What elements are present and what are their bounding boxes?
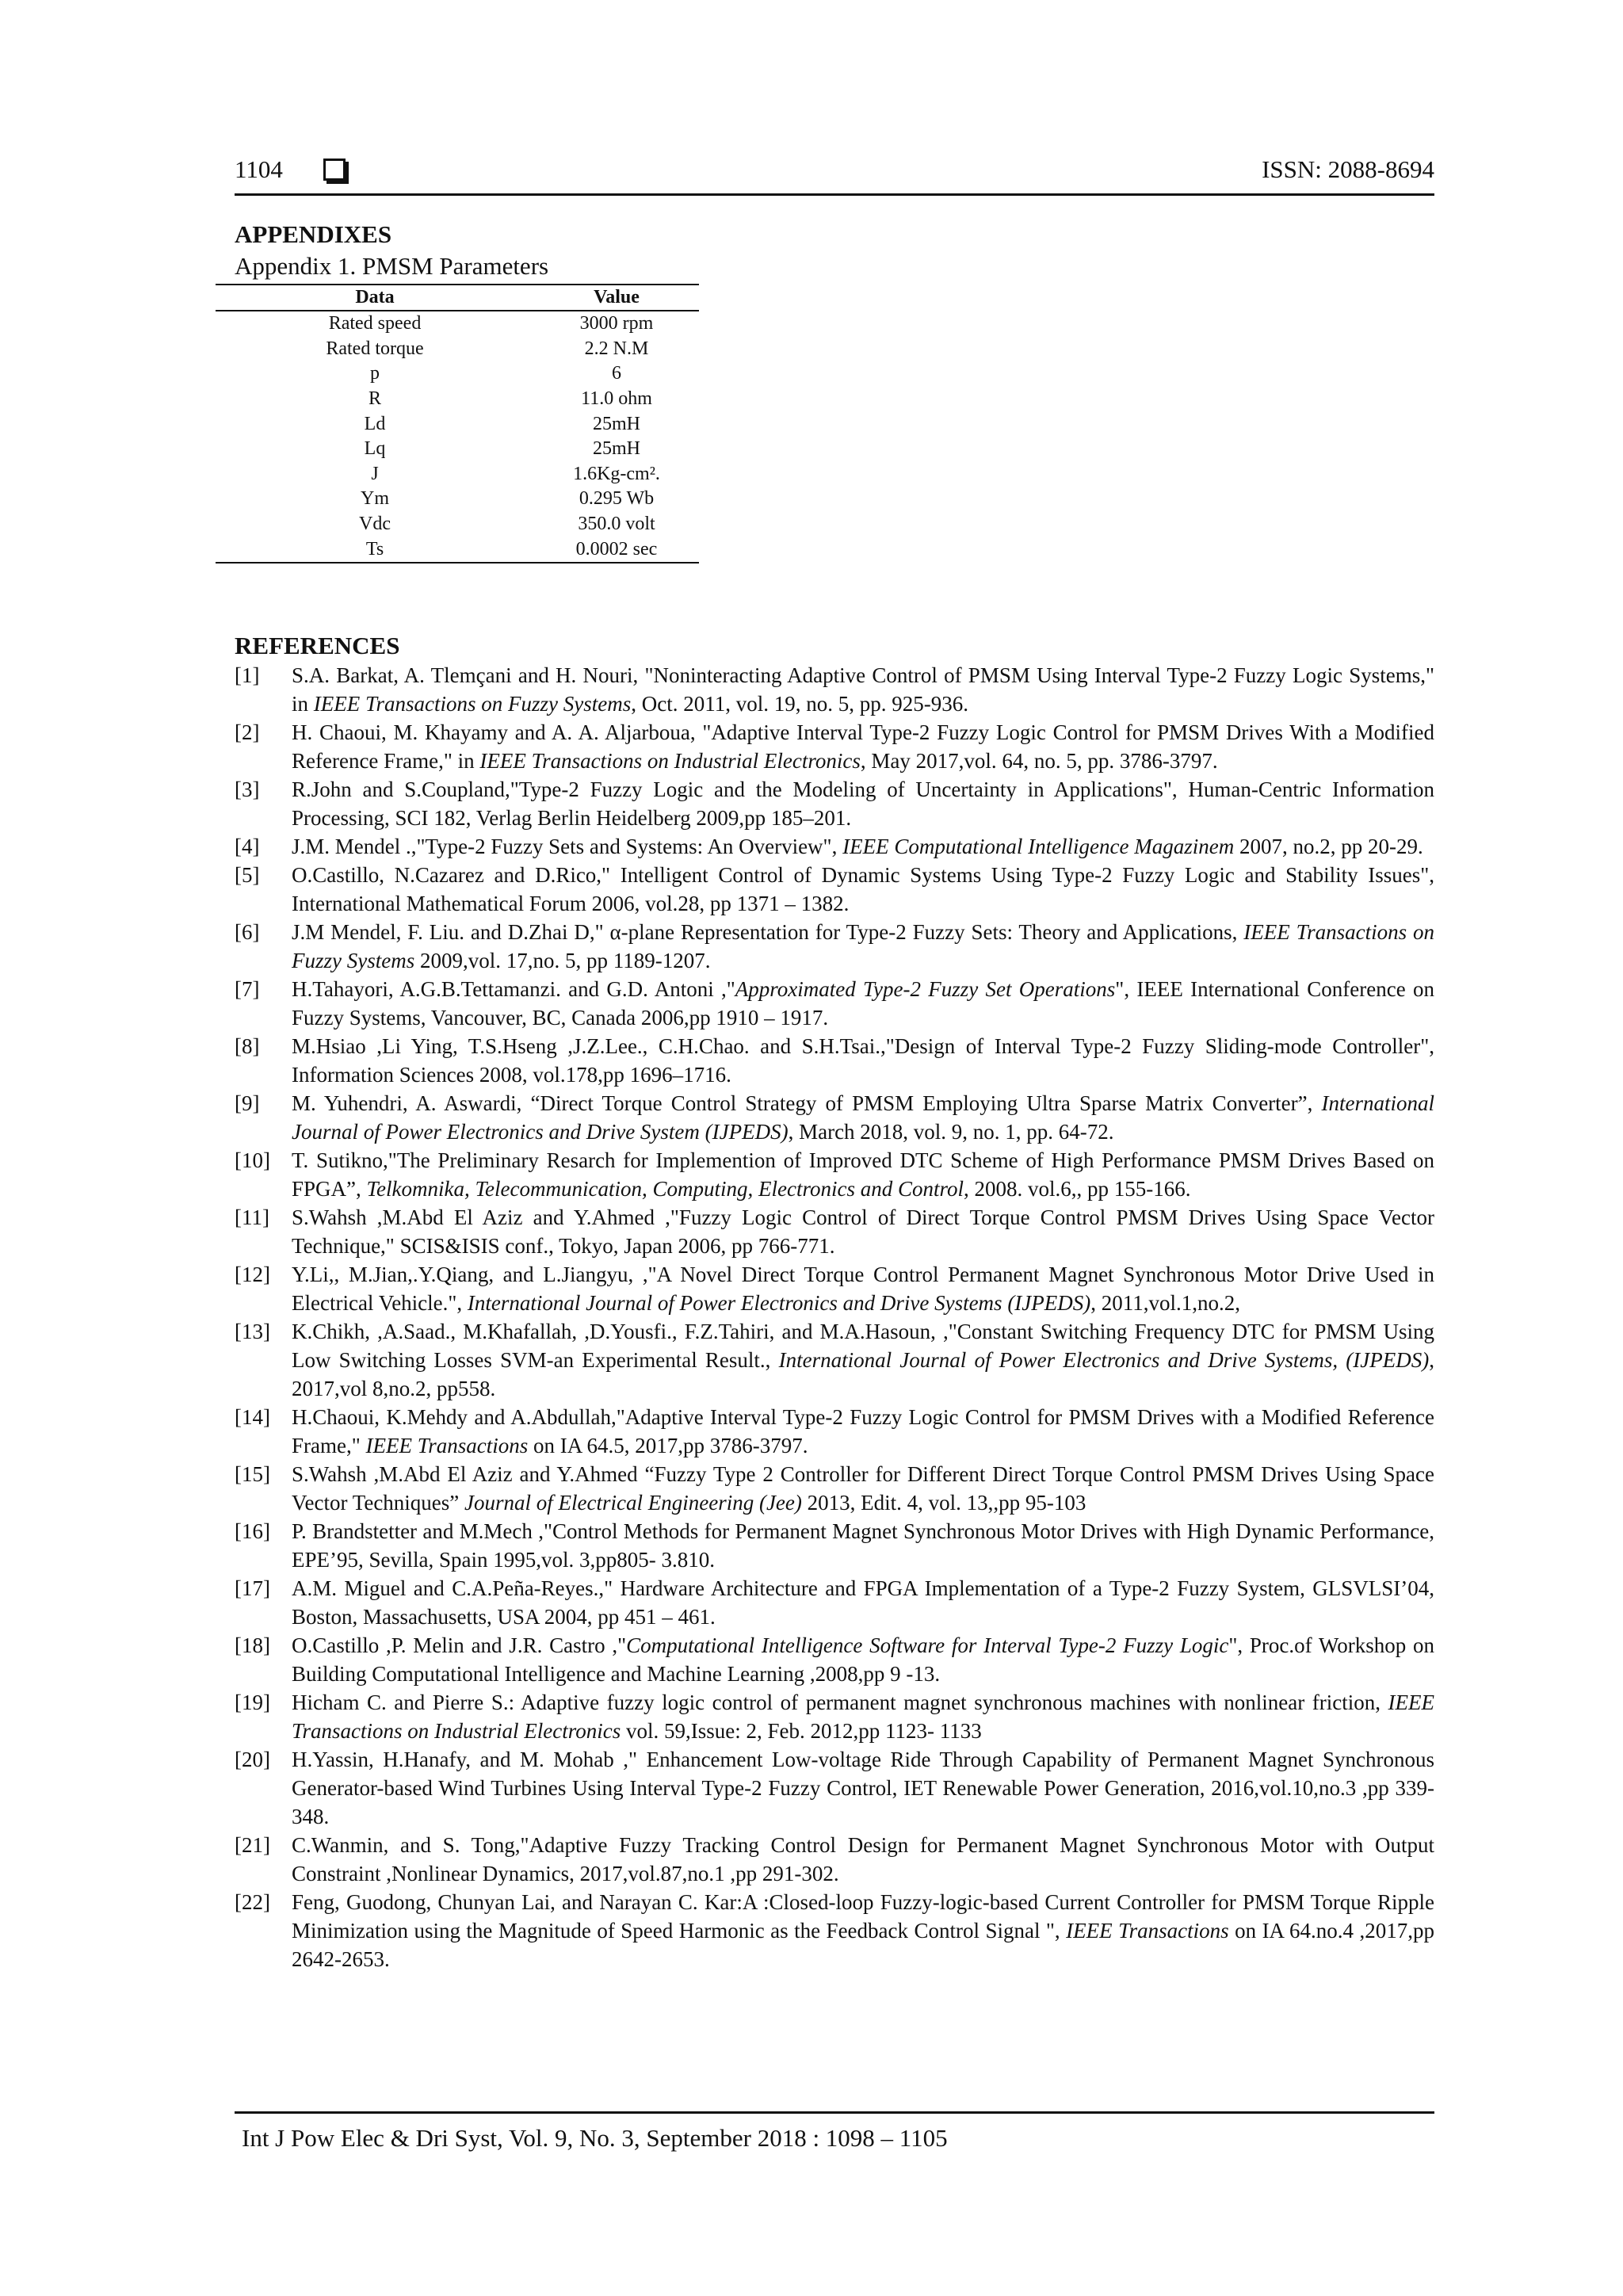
reference-item [235, 1517, 1434, 1574]
reference-item [235, 1745, 1434, 1831]
reference-number: [22] [235, 1890, 270, 1914]
reference-source-italic: IEEE Computational Intelligence Magazinem [842, 835, 1235, 858]
param-name: Rated speed [328, 313, 422, 334]
reference-text-part: T. Sutikno,"The Preliminary Resarch for Implemention of Improved DTC Scheme of High Performance PMSM Drives Based on FPGA”, [292, 1148, 1434, 1201]
reference-source-italic: Approximated Type-2 Fuzzy Set Operations [735, 977, 1116, 1001]
reference-text-part: , Oct. 2011, vol. 19, no. 5, pp. 925-936. [631, 692, 968, 716]
table-row [216, 537, 699, 563]
reference-item [235, 1688, 1434, 1745]
reference-text [292, 1403, 1434, 1460]
reference-number: [7] [235, 977, 260, 1001]
reference-item [235, 918, 1434, 975]
reference-item [235, 1831, 1434, 1888]
reference-item [235, 1631, 1434, 1688]
reference-text-part: vol. 59,Issue: 2, Feb. 2012,pp 1123- 1133 [621, 1719, 982, 1743]
header-rule [235, 193, 1434, 196]
reference-text-part: P. Brandstetter and M.Mech ,"Control Methods for Permanent Magnet Synchronous Motor Drives with High Dynamic Performance, EPE’95, Sevilla, Spain 1995,vol. 3,pp805- 3.810. [292, 1519, 1434, 1572]
table-header-row [216, 285, 699, 311]
table-row [216, 462, 699, 487]
reference-source-italic: International Journal of Power Electronics and Drive System (IJPEDS) [292, 1091, 1434, 1144]
reference-text [292, 775, 1434, 832]
page-number: 1104 [235, 155, 283, 183]
reference-text-part: on IA 64.no.4 ,2017,pp 2642-2653. [292, 1919, 1435, 1971]
reference-text-part: S.A. Barkat, A. Tlemçani and H. Nouri, "Noninteracting Adaptive Control of PMSM Using Interval Type-2 Fuzzy Logic Systems," in [292, 663, 1434, 716]
reference-number: [8] [235, 1034, 260, 1058]
reference-text-part: Hicham C. and Pierre S.: Adaptive fuzzy logic control of permanent magnet synchronous machines with nonlinear friction, [292, 1690, 1388, 1714]
reference-text [292, 1317, 1434, 1403]
reference-number: [15] [235, 1462, 270, 1486]
reference-number: [5] [235, 863, 260, 887]
reference-text-part: , 2011,vol.1,no.2, [1090, 1291, 1241, 1315]
param-value: 25mH [593, 413, 640, 434]
param-name: Ts [216, 537, 534, 563]
reference-source-italic: International Journal of Power Electronics and Drive Systems, (IJPEDS) [778, 1348, 1430, 1372]
reference-text [292, 1146, 1434, 1203]
param-name: Rated torque [326, 338, 424, 359]
reference-text-part: H. Chaoui, M. Khayamy and A. A. Aljarboua, "Adaptive Interval Type-2 Fuzzy Logic Control for PMSM Drives With a Modified Reference Frame," in [292, 720, 1434, 773]
reference-text-part: J.M Mendel, F. Liu. and D.Zhai D," α-plane Representation for Type-2 Fuzzy Sets: Theory and Applications, [292, 920, 1244, 944]
reference-source-italic: IEEE Transactions on Industrial Electronics [292, 1690, 1434, 1743]
reference-text-part: Y.Li,, M.Jian,.Y.Qiang, and L.Jiangyu, ,"A Novel Direct Torque Control Permanent Magnet Synchronous Motor Drive Used in Electrical Vehicle.", [292, 1263, 1434, 1315]
reference-text-part: S.Wahsh ,M.Abd El Aziz and Y.Ahmed ,"Fuzzy Logic Control of Direct Torque Control PMSM Drives Using Space Vector Technique," SCIS&ISIS conf., Tokyo, Japan 2006, pp 766-771. [292, 1205, 1434, 1258]
reference-text-part: , 2017,vol 8,no.2, pp558. [292, 1348, 1434, 1400]
page-header [235, 155, 1434, 195]
param-value: 11.0 ohm [581, 388, 652, 410]
reference-text [292, 1460, 1434, 1517]
param-value: 350.0 volt [578, 514, 655, 535]
page-footer: Int J Pow Elec & Dri Syst, Vol. 9, No. 3, September 2018 : 1098 – 1105 [242, 2124, 948, 2152]
reference-text-part: J.M. Mendel .,"Type-2 Fuzzy Sets and Systems: An Overview", [292, 835, 843, 858]
reference-item [235, 1260, 1434, 1317]
reference-text-part: A.M. Miguel and C.A.Peña-Reyes.," Hardware Architecture and FPGA Implementation of a Type-2 Fuzzy System, GLSVLSI’04, Boston, Massachusetts, USA 2004, pp 451 – 461. [292, 1576, 1434, 1629]
reference-text [292, 1260, 1434, 1317]
reference-source-italic: Computational Intelligence Software for Interval Type-2 Fuzzy Logic [626, 1633, 1229, 1657]
reference-text-part: C.Wanmin, and S. Tong,"Adaptive Fuzzy Tracking Control Design for Permanent Magnet Synchronous Motor with Output Constraint ,Nonlinear Dynamics, 2017,vol.87,no.1 ,pp 291-302. [292, 1833, 1434, 1885]
reference-number: [16] [235, 1519, 270, 1543]
reference-source-italic: Telkomnika, Telecommunication, Computing, Electronics and Control [366, 1177, 964, 1201]
reference-text [292, 1089, 1434, 1146]
reference-source-italic: Journal of Electrical Engineering (Jee) [464, 1491, 802, 1515]
appendix-heading: APPENDIXES [235, 220, 392, 248]
reference-text-part: on IA 64.5, 2017,pp 3786-3797. [528, 1434, 808, 1457]
reference-source-italic: IEEE Transactions on Fuzzy Systems [313, 692, 632, 716]
reference-number: [3] [235, 777, 260, 801]
table-row [216, 311, 699, 337]
reference-number: [14] [235, 1405, 270, 1429]
reference-text [292, 861, 1434, 918]
square-bullet-icon [323, 159, 346, 181]
reference-number: [17] [235, 1576, 270, 1600]
reference-number: [20] [235, 1748, 270, 1771]
reference-text-part: 2013, Edit. 4, vol. 13,,pp 95-103 [801, 1491, 1086, 1515]
reference-number: [1] [235, 663, 260, 687]
param-name: Ld [364, 413, 386, 434]
reference-text-part: , May 2017,vol. 64, no. 5, pp. 3786-3797. [860, 749, 1218, 773]
table-row [216, 487, 699, 512]
reference-text-part: Feng, Guodong, Chunyan Lai, and Narayan C. Kar:A :Closed-loop Fuzzy-logic-based Current Controller for PMSM Torque Ripple Minimization using the Magnitude of Speed Harmonic as the Feedback Control Signal ", [292, 1890, 1434, 1943]
reference-item [235, 775, 1434, 832]
reference-number: [9] [235, 1091, 260, 1115]
issn-label: ISSN: 2088-8694 [1262, 155, 1434, 183]
param-name: J [371, 463, 379, 484]
reference-item [235, 1146, 1434, 1203]
reference-number: [10] [235, 1148, 270, 1172]
footer-rule [235, 2111, 1434, 2114]
reference-text [292, 918, 1434, 975]
reference-text-part: ", IEEE International Conference on Fuzzy Systems, Vancouver, BC, Canada 2006,pp 1910 – 1917. [292, 977, 1435, 1030]
param-value: 2.2 N.M [584, 338, 649, 359]
reference-text [292, 1032, 1434, 1089]
reference-text [292, 975, 1434, 1032]
references-list [235, 661, 1434, 1973]
column-header-data: Data [216, 285, 534, 311]
reference-number: [6] [235, 920, 260, 944]
reference-number: [12] [235, 1263, 270, 1286]
reference-item [235, 1403, 1434, 1460]
param-name: p [370, 363, 380, 384]
reference-text [292, 1517, 1434, 1574]
reference-number: [4] [235, 835, 260, 858]
param-name: R [368, 388, 381, 410]
reference-text [292, 718, 1434, 775]
reference-text [292, 1831, 1434, 1888]
reference-item [235, 1032, 1434, 1089]
reference-number: [2] [235, 720, 260, 744]
reference-text-part: R.John and S.Coupland,"Type-2 Fuzzy Logic and the Modeling of Uncertainty in Applications", Human-Centric Information Processing, SCI 182, Verlag Berlin Heidelberg 2009,pp 185–201. [292, 777, 1434, 830]
reference-number: [21] [235, 1833, 270, 1857]
param-name: Ym [361, 488, 389, 510]
reference-number: [18] [235, 1633, 270, 1657]
reference-source-italic: International Journal of Power Electronics and Drive Systems (IJPEDS) [467, 1291, 1091, 1315]
reference-text-part: K.Chikh, ,A.Saad., M.Khafallah, ,D.Yousfi., F.Z.Tahiri, and M.A.Hasoun, ,"Constant Switching Frequency DTC for PMSM Using Low Switching Losses SVM-an Experimental Result., [292, 1320, 1434, 1372]
reference-item [235, 832, 1434, 861]
reference-text [292, 832, 1434, 861]
reference-number: [11] [235, 1205, 269, 1229]
reference-item [235, 1460, 1434, 1517]
reference-text-part: H.Yassin, H.Hanafy, and M. Mohab ," Enhancement Low-voltage Ride Through Capability of Permanent Magnet Synchronous Generator-based Wind Turbines Using Interval Type-2 Fuzzy Control, IET Renewable Power Generation, 2016,vol.10,no.3 ,pp 339-348. [292, 1748, 1434, 1828]
table-row [216, 387, 699, 412]
reference-text-part: H.Tahayori, A.G.B.Tettamanzi. and G.D. Antoni ," [292, 977, 735, 1001]
reference-source-italic: IEEE Transactions [1066, 1919, 1229, 1943]
reference-item [235, 718, 1434, 775]
reference-item [235, 1317, 1434, 1403]
reference-text [292, 1745, 1434, 1831]
param-value: 1.6Kg-cm². [573, 463, 660, 484]
reference-text-part: 2009,vol. 17,no. 5, pp 1189-1207. [414, 949, 711, 972]
reference-text [292, 661, 1434, 718]
parameters-table [216, 284, 699, 563]
reference-text [292, 1688, 1434, 1745]
reference-item [235, 661, 1434, 718]
table-row [216, 411, 699, 437]
param-name: Vdc [359, 514, 391, 535]
reference-text-part: M.Hsiao ,Li Ying, T.S.Hseng ,J.Z.Lee., C.H.Chao. and S.H.Tsai.,"Design of Interval Type-2 Fuzzy Sliding-mode Controller", Information Sciences 2008, vol.178,pp 1696–1716. [292, 1034, 1434, 1087]
column-header-value: Value [534, 285, 699, 311]
reference-text-part: 2007, no.2, pp 20-29. [1234, 835, 1423, 858]
appendix-caption: Appendix 1. PMSM Parameters [235, 252, 549, 280]
reference-item [235, 975, 1434, 1032]
reference-source-italic: IEEE Transactions on Industrial Electronics [479, 749, 861, 773]
table-row [216, 361, 699, 387]
table-row [216, 337, 699, 362]
reference-text [292, 1574, 1434, 1631]
reference-number: [13] [235, 1320, 270, 1343]
param-value: 3000 rpm [579, 313, 654, 334]
reference-text-part: O.Castillo ,P. Melin and J.R. Castro ," [292, 1633, 627, 1657]
reference-item [235, 861, 1434, 918]
param-value: 25mH [593, 438, 640, 460]
table-row [216, 437, 699, 462]
param-value: 6 [612, 363, 621, 384]
reference-source-italic: IEEE Transactions on Fuzzy Systems [292, 920, 1434, 972]
reference-text-part: S.Wahsh ,M.Abd El Aziz and Y.Ahmed “Fuzzy Type 2 Controller for Different Direct Torque Control PMSM Drives Using Space Vector Techniques” [292, 1462, 1434, 1515]
reference-text [292, 1888, 1434, 1973]
reference-text-part: M. Yuhendri, A. Aswardi, “Direct Torque Control Strategy of PMSM Employing Ultra Sparse Matrix Converter”, [292, 1091, 1322, 1115]
reference-text [292, 1203, 1434, 1260]
reference-source-italic: IEEE Transactions [365, 1434, 529, 1457]
param-value: 0.295 Wb [579, 488, 655, 510]
reference-number: [19] [235, 1690, 270, 1714]
reference-item [235, 1888, 1434, 1973]
reference-item [235, 1203, 1434, 1260]
reference-item [235, 1574, 1434, 1631]
reference-item [235, 1089, 1434, 1146]
reference-text [292, 1631, 1434, 1688]
reference-text-part: , 2008. vol.6,, pp 155-166. [963, 1177, 1191, 1201]
reference-text-part: , March 2018, vol. 9, no. 1, pp. 64-72. [788, 1120, 1114, 1144]
reference-text-part: H.Chaoui, K.Mehdy and A.Abdullah,"Adaptive Interval Type-2 Fuzzy Logic Control for PMSM Drives with a Modified Reference Frame," [292, 1405, 1434, 1457]
references-heading: REFERENCES [235, 632, 400, 659]
param-value: 0.0002 sec [534, 537, 699, 563]
param-name: Lq [364, 438, 386, 460]
reference-text-part: ", Proc.of Workshop on Building Computational Intelligence and Machine Learning ,2008,pp 9 -13. [292, 1633, 1434, 1686]
table-row [216, 512, 699, 537]
reference-text-part: O.Castillo, N.Cazarez and D.Rico," Intelligent Control of Dynamic Systems Using Type-2 Fuzzy Logic and Stability Issues", International Mathematical Forum 2006, vol.28, pp 1371 – 1382. [292, 863, 1434, 915]
